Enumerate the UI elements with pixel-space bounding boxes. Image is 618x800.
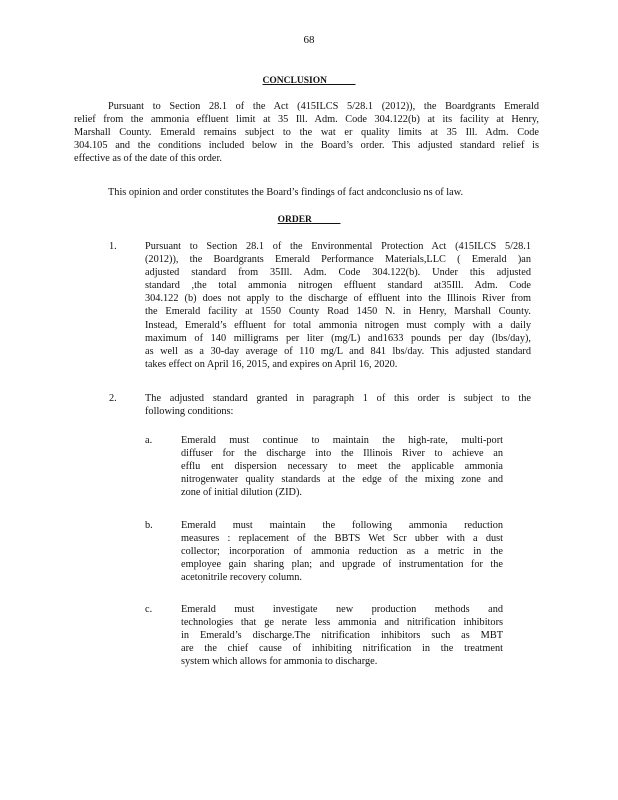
text-line: takes effect on April 16, 2015, and expires on April 16, 2020. [145, 358, 398, 370]
text-line: measures : replacement of the BBTS Wet Scr ubber with a dust [181, 533, 503, 545]
condition-label: a. [145, 435, 153, 446]
text-line: technologies that ge nerate less ammonia and nitrification inhibitors [181, 617, 503, 629]
text-line: This opinion and order constitutes the Board’s findings of fact andconclusio ns of law. [108, 187, 464, 198]
order-item-1-text [145, 240, 531, 371]
text-line: maximum of 140 milligrams per liter (mg/L) and1633 pounds per day (lbs/day), [145, 332, 531, 344]
order-heading: ORDER [277, 215, 312, 225]
text-line: Emerald must maintain the following ammonia reduction [181, 520, 503, 531]
page-number: 68 [303, 34, 315, 46]
text-line: standard ,the total ammonia nitrogen effluent standard at35Ill. Adm. Code [145, 280, 531, 292]
text-line: are the chief cause of inhibiting nitrification in the treatment [181, 643, 503, 655]
text-line: as well as a 30-day average of 110 mg/L and 841 lbs/day. This adjusted standard [145, 345, 531, 357]
text-line: acetonitrile recovery column. [181, 572, 302, 584]
text-line: Emerald must investigate new production methods and [181, 604, 503, 615]
text-line: following conditions: [145, 406, 234, 418]
text-line: nitrogenwater quality standards at the edge of the mixing zone and [181, 474, 503, 486]
condition-c-text [181, 603, 503, 668]
condition-a-text [181, 434, 503, 499]
text-line: system which allows for ammonia to discharge. [181, 656, 378, 668]
text-line: diffuser for the discharge into the Illinois River to achieve an [181, 448, 503, 460]
conclusion-heading: CONCLUSION [262, 76, 327, 86]
text-line: Pursuant to Section 28.1 of the Act (415ILCS 5/28.1 (2012)), the Boardgrants Emerald [108, 101, 539, 112]
order-item-label: 1. [109, 241, 117, 252]
text-line: 304.122 (b) does not apply to the discharge of effluent into the Illinois River from [145, 293, 531, 305]
order-item-label: 2. [109, 393, 117, 404]
text-line: employee gain sharing plan; and upgrade of instrumentation for the [181, 559, 503, 571]
text-line: (2012)), the Boardgrants Emerald Performance Materials,LLC ( Emerald )an [145, 254, 531, 266]
conclusion-paragraph-2 [74, 186, 539, 199]
text-line: Instead, Emerald’s effluent for total ammonia nitrogen must comply with a daily [145, 319, 531, 331]
text-line: in Emerald’s discharge.The nitrification inhibitors such as MBT [181, 630, 503, 642]
text-line: Pursuant to Section 28.1 of the Environmental Protection Act (415ILCS 5/28.1 [145, 241, 531, 252]
text-line: Marshall County. Emerald remains subject to the wat er quality limits at 35 Ill. Adm. Code [74, 127, 539, 139]
condition-b-text [181, 519, 503, 584]
condition-label: b. [145, 520, 153, 531]
text-line: effective as of the date of this order. [74, 153, 222, 165]
text-line: the Emerald facility at 1550 County Road 1450 N. in Henry, Marshall County. [145, 306, 531, 318]
conclusion-paragraph-1 [74, 100, 539, 165]
text-line: adjusted standard from 35Ill. Adm. Code 304.122(b). Under this adjusted [145, 267, 531, 279]
text-line: efflu ent dispersion necessary to meet the applicable ammonia [181, 461, 503, 473]
text-line: 304.105 and the conditions included below in the Board’s order. This adjusted standard relief is [74, 140, 539, 152]
condition-label: c. [145, 604, 153, 615]
text-line: relief from the ammonia effluent limit at 35 Ill. Adm. Code 304.122(b) at its facility at Henry, [74, 114, 539, 126]
text-line: The adjusted standard granted in paragraph 1 of this order is subject to the [145, 393, 531, 404]
text-line: Emerald must continue to maintain the high-rate, multi-port [181, 435, 503, 446]
text-line: collector; incorporation of ammonia reduction as a metric in the [181, 546, 503, 558]
order-item-2-text [145, 392, 531, 418]
text-line: zone of initial dilution (ZID). [181, 487, 302, 499]
